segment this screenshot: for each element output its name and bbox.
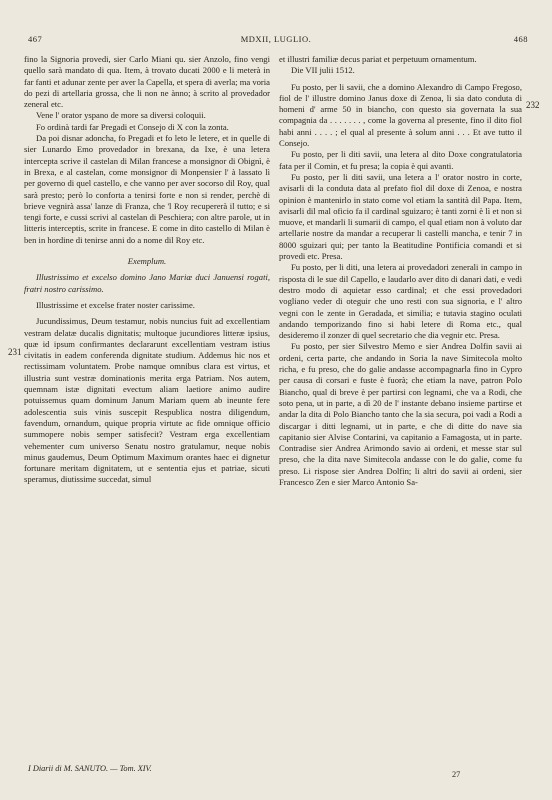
paragraph: Fu posto, per li diti savii, una letera al dito Doxe congratulatoria fata per il Comin, et fu presa; la copia è qui avanti. (279, 149, 522, 171)
paragraph: Fu posto, per li diti savii, una letera a l' orator nostro in corte, avisarli di la conduta data al prefato fiol dil doxe di Zenoa, e nostra opinion è mantenirlo in stato come vol etiam la santità dil Papa. Item, avisarli dil mal oficio fa il cardinal sguizaro; è tanti zorni è lì et non si muove, et mandarli li sumarii di campo, el qual etiam non à voluto dar artellarie nostre da mandar a recuperar li castelli mancha, e tenir 7 in 8000 sguizari qui; per tanto la Beatitudine Pontificia comandi et si provedi etc. Presa. (279, 171, 522, 262)
letter-body: Jucundissimus, Deum testamur, nobis nuncius fuit ad excellentiam vestram delatæ ducalis dignitatis; multoque jucundiores litteræ ipsius, quæ id ipsum confirmantes declararunt excellentiam vestram istius civitatis in eadem conferenda dignitate studium. Addemus hic nos et rectissimam voluntatem. Probe namque omnibus clara est virtus, et illustria sunt vestræ dominationis merita erga Patriam. Nos autem, quemnam istæ dignitati evectum aliam laetiore animo audire potuissemus quam dominum Janum Mariam quem ab ineunte fere adolescentia suis vinis suscepit Respublica nostra diligendum, favendum, ornandum, quique propria virtute ac fide omnique officio summopere nobis semper satisfecit? Vestram erga excellentiam vehementer cum universo Senatu nostro gratulamur, neque nobis minus gaudemus, Deum Optimum Maximum orantes haec ei dignetur fortunare meritam dignitatem, ut e sententia ejus et patriae, sicuti speramus, diutissime succedat, simul (24, 316, 270, 485)
footer-source: I Diarii di M. SANUTO. — Tom. XIV. (28, 764, 152, 773)
section-heading: Exemplum. (127, 256, 167, 267)
page-number-right: 468 (513, 34, 528, 44)
date-line: Die VII julii 1512. (291, 65, 355, 76)
paragraph: Fu posto, per li savii, che a domino Alexandro di Campo Fregoso, fiol de l' illustre domino Janus doxe di Zenoa, li sia dato conduta di homeni d' arme 50 in biancho, con questo sia governata la sua compagnia da . . . . . . . , come la governa al presente, fino il dito fiol habi anni . . . . ; el qual al presente à solum anni . . . Et ave tutto il Consejo. (279, 81, 522, 149)
paragraph: Fu posto, per li diti, una letera ai provedadori zenerali in campo in risposta di le sue dil Capello, e laudarlo aver dito di danari dati, e vedi destro modo di aquietar esso cardinal; et che essi provedadori vogliano veder di oteguir che uno resti con sua signoria, e l' altro vegni con le zente in Geradada, et similia; e tutavia stagino oculati andando temporizando fino si habi letere di Roma etc., qual desideremo il zonzer di quel secretario che dia vegnir etc. Presa. (279, 262, 522, 341)
margin-number-left: 231 (8, 347, 22, 357)
paragraph: et illustri familiæ decus pariat et perpetuum ornamentum. (279, 54, 477, 64)
letter-address: Illustrissimo et excelso domino Jano Mariæ duci Januensi rogati, fratri nostro carissimo. (24, 272, 270, 294)
header-title: MDXII, LUGLIO. (240, 34, 312, 44)
paragraph: Fo ordinà tardi far Pregadi et Consejo di X con la zonta. (36, 121, 229, 132)
paragraph: Fu posto, per sier Silvestro Memo e sier Andrea Dolfin savii ai ordeni, certa parte, che andando in Soria la nave Simitecola molto richa, e fu preso, che do galie andasse accompagnarla fino in Cypro per causa di corsari e fuste è fuorà; che etiam la nave, patron Polo Biancho, qual di breve è per partirsi con legnami, che va a Rodi, che soto pena, ut in parte, a dì 20 de l' instante debano insieme partirse et andar la dita di Polo Biancho tanto che la sia secura, poi vadi a Rodi a discargar i ditti legnami, ut in parte, e che di ditte do nave sia capitanio sier Alvise Contarini, va capitanio a Famagosta, ut in parte. Contradise sier Andrea Arimondo savio ai ordeni, et messe star sul preso, che la dita nave Simitecola andasse con le do galie, come fu preso. Li rispose sier Andrea Dolfin; li altri do savii ai ordeni, sier Francesco Zen e sier Marco Antonio Sa- (279, 341, 522, 487)
margin-number-right: 232 (526, 100, 540, 110)
signature-number: 27 (452, 770, 461, 779)
paragraph: Vene l' orator yspano de more sa diversi coloquii. (36, 110, 206, 121)
running-header (22, 34, 530, 48)
paragraph: Da poi disnar adoncha, fo Pregadi et fo leto le letere, et in quelle di sier Lunardo Emo provedador in brexana, da Ixe, è una letera intercepta scrive il castelan di Milan francese a monsignor di Obignì, è in Brexa, e al castelan, come monsignor di Monpensier l' à lassato lì per governo di quel castello, e che vanno per aver socorso dil Roy, qual sarà presto; però lo conforta a tenirsi forte e non si render, perchè di brieve vegnirà assa' lanze di Franza, che 'l Roy recupererà il tutto; e si tengi forte, e cussi scrivi al castelan di Peschiera; con altre parole, ut in litteris interceptis, scrite in francese. E come in dito castello di Milan è ben in hordine di tenirse anni do a nome dil Roy etc. (24, 133, 270, 245)
right-column (279, 54, 522, 488)
paragraph: fino la Signoria provedi, sier Carlo Miani qu. sier Anzolo, fino vengi quello sarà mandato di qua. Item, à trovato ducati 2000 e li meterà in far fanti et adunar zente per aver la Capella, et spera di averla; ma voria do pezi di artellaria grossa, che li non ne ànno; à scrito al provedador zeneral etc. (24, 54, 270, 110)
page-number-left: 467 (28, 34, 43, 44)
left-column (24, 54, 270, 486)
letter-salutation: Illustrissime et excelse frater noster carissime. (36, 299, 195, 310)
